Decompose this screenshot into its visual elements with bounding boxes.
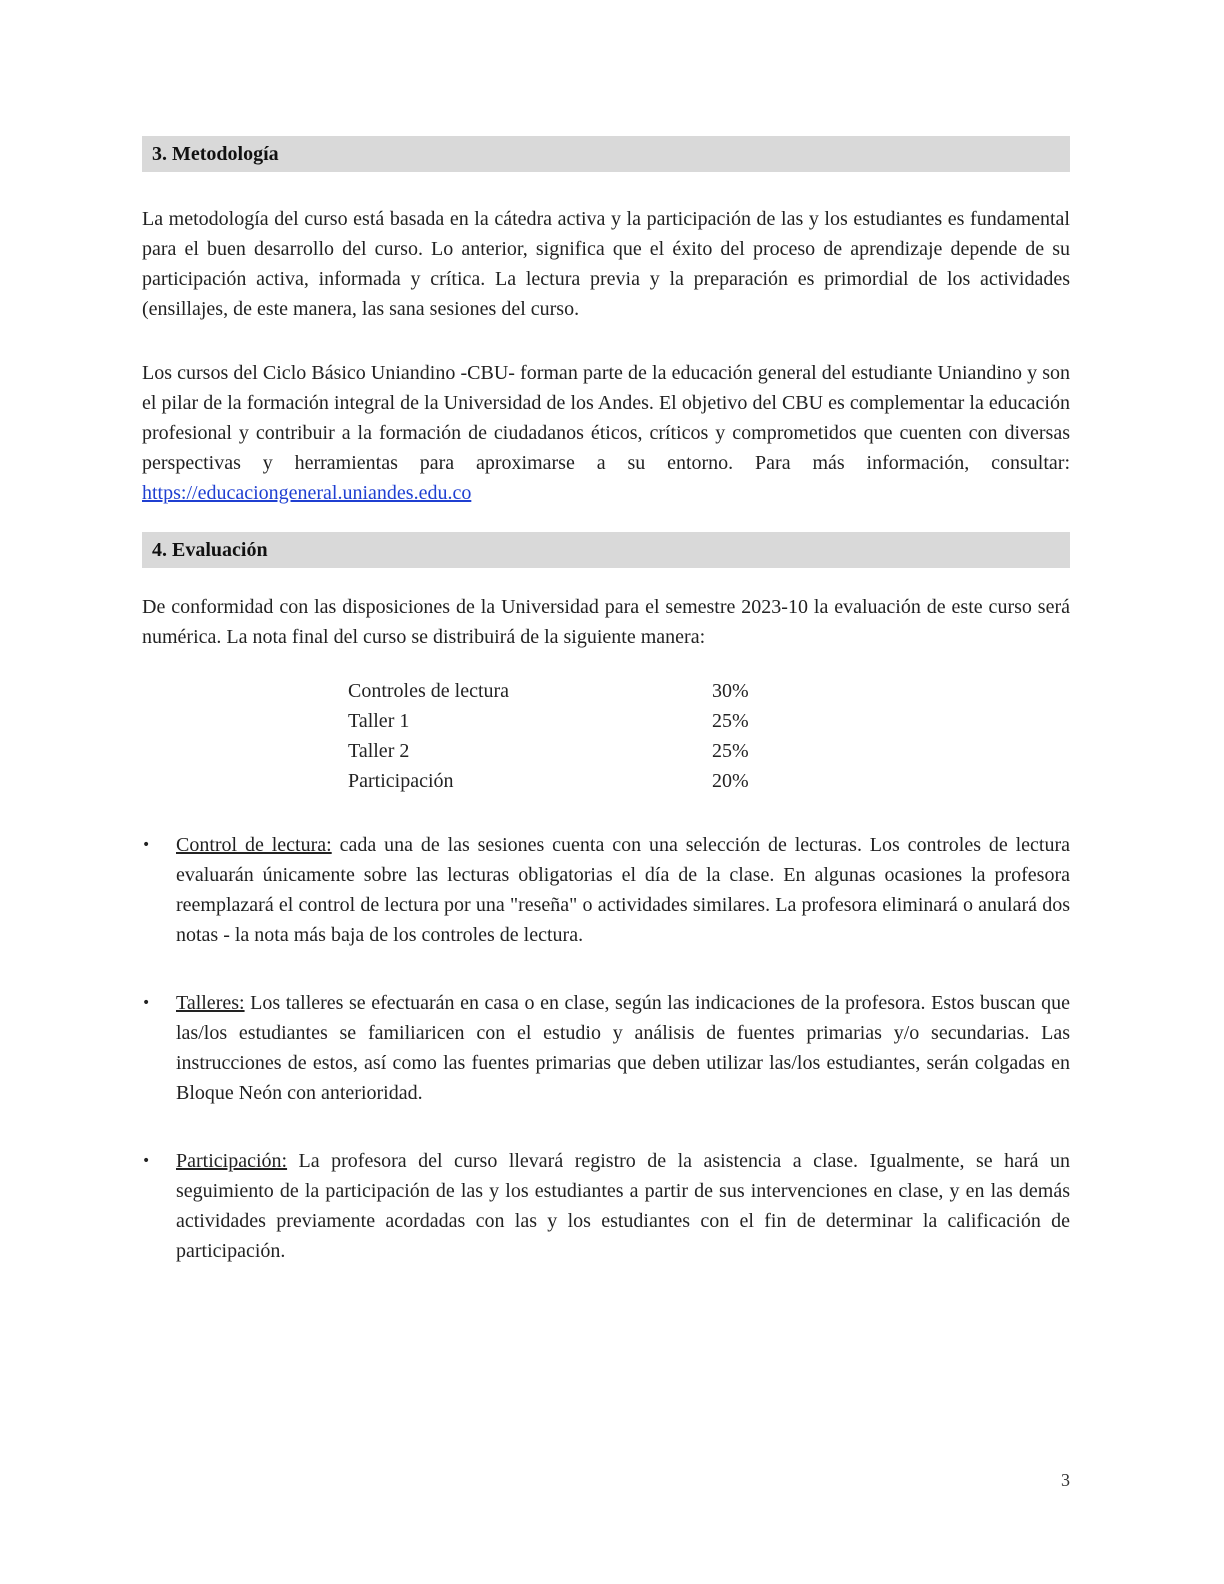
grade-value: 30% — [712, 680, 749, 702]
bullet-icon: • — [142, 837, 151, 853]
grade-label: Taller 1 — [348, 710, 410, 732]
grade-label: Participación — [348, 770, 454, 792]
cbu-info-link[interactable]: https://educaciongeneral.uniandes.edu.co — [142, 482, 472, 504]
bullet-item-control-lectura — [142, 830, 1070, 950]
section-heading-evaluation: 4. Evaluación — [142, 532, 1070, 568]
bullet-text: La profesora del curso llevará registro de la asistencia a clase. Igualmente, se hará un seguimiento de la participación de las y los estudiantes a partir de sus intervenciones en clase, y en las demás actividades previamente acordadas con las y los estudiantes con el fin de determinar la calificación de participación. — [176, 1150, 1070, 1262]
bullet-icon: • — [142, 995, 151, 1011]
bullet-item-participacion — [142, 1146, 1070, 1266]
grade-row — [348, 706, 749, 736]
bullet-icon: • — [142, 1153, 151, 1169]
bullet-title: Talleres: — [176, 992, 245, 1014]
grade-value: 25% — [712, 740, 749, 762]
grade-row — [348, 736, 749, 766]
page-number: 3 — [1061, 1470, 1070, 1490]
document-page — [142, 136, 1070, 1304]
grade-distribution-table — [348, 676, 749, 796]
methodology-paragraph-2-text: Los cursos del Ciclo Básico Uniandino -CBU- forman parte de la educación general del estudiante Uniandino y son el pilar de la formación integral de la Universidad de los Andes. El objetivo del CBU es complementar la educación profesional y contribuir a la formación de ciudadanos éticos, críticos y comprometidos que cuenten con diversas perspectivas y herramientas para aproximarse a su entorno. Para más información, consultar: — [142, 362, 1070, 474]
grade-value: 25% — [712, 710, 749, 732]
bullet-title: Control de lectura: — [176, 834, 332, 856]
bullet-title: Participación: — [176, 1150, 288, 1172]
evaluation-bullet-list — [142, 830, 1070, 1266]
grade-row — [348, 766, 749, 796]
bullet-text: cada una de las sesiones cuenta con una selección de lecturas. Los controles de lectura evaluarán únicamente sobre las lecturas obligatorias el día de la clase. En algunas ocasiones la profesora reemplazará el control de lectura por una "reseña" o actividades similares. La profesora eliminará o anulará dos notas - la nota más baja de los controles de lectura. — [176, 834, 1071, 946]
methodology-paragraph-1: La metodología del curso está basada en la cátedra activa y la participación de las y los estudiantes es fundamental para el buen desarrollo del curso. Lo anterior, significa que el éxito del proceso de aprendizaje depende de su participación activa, informada y crítica. La lectura previa y la preparación es primordial de los actividades (ensillajes, de este manera, las sana sesiones del curso. — [142, 208, 1070, 320]
grade-label: Taller 2 — [348, 740, 410, 762]
grade-row — [348, 676, 749, 706]
methodology-paragraph-2 — [142, 358, 1070, 508]
grade-label: Controles de lectura — [348, 680, 510, 702]
grade-value: 20% — [712, 770, 749, 792]
bullet-item-talleres — [142, 988, 1070, 1108]
evaluation-intro: De conformidad con las disposiciones de la Universidad para el semestre 2023-10 la evaluación de este curso será numérica. La nota final del curso se distribuirá de la siguiente manera: — [142, 596, 1070, 648]
bullet-text: Los talleres se efectuarán en casa o en clase, según las indicaciones de la profesora. Estos buscan que las/los estudiantes se familiaricen con el estudio y análisis de fuentes primarias y/o secundarias. Las instrucciones de estos, así como las fuentes primarias que deben utilizar las/los estudiantes, serán colgadas en Bloque Neón con anterioridad. — [176, 992, 1070, 1104]
section-heading-methodology: 3. Metodología — [142, 136, 1070, 172]
